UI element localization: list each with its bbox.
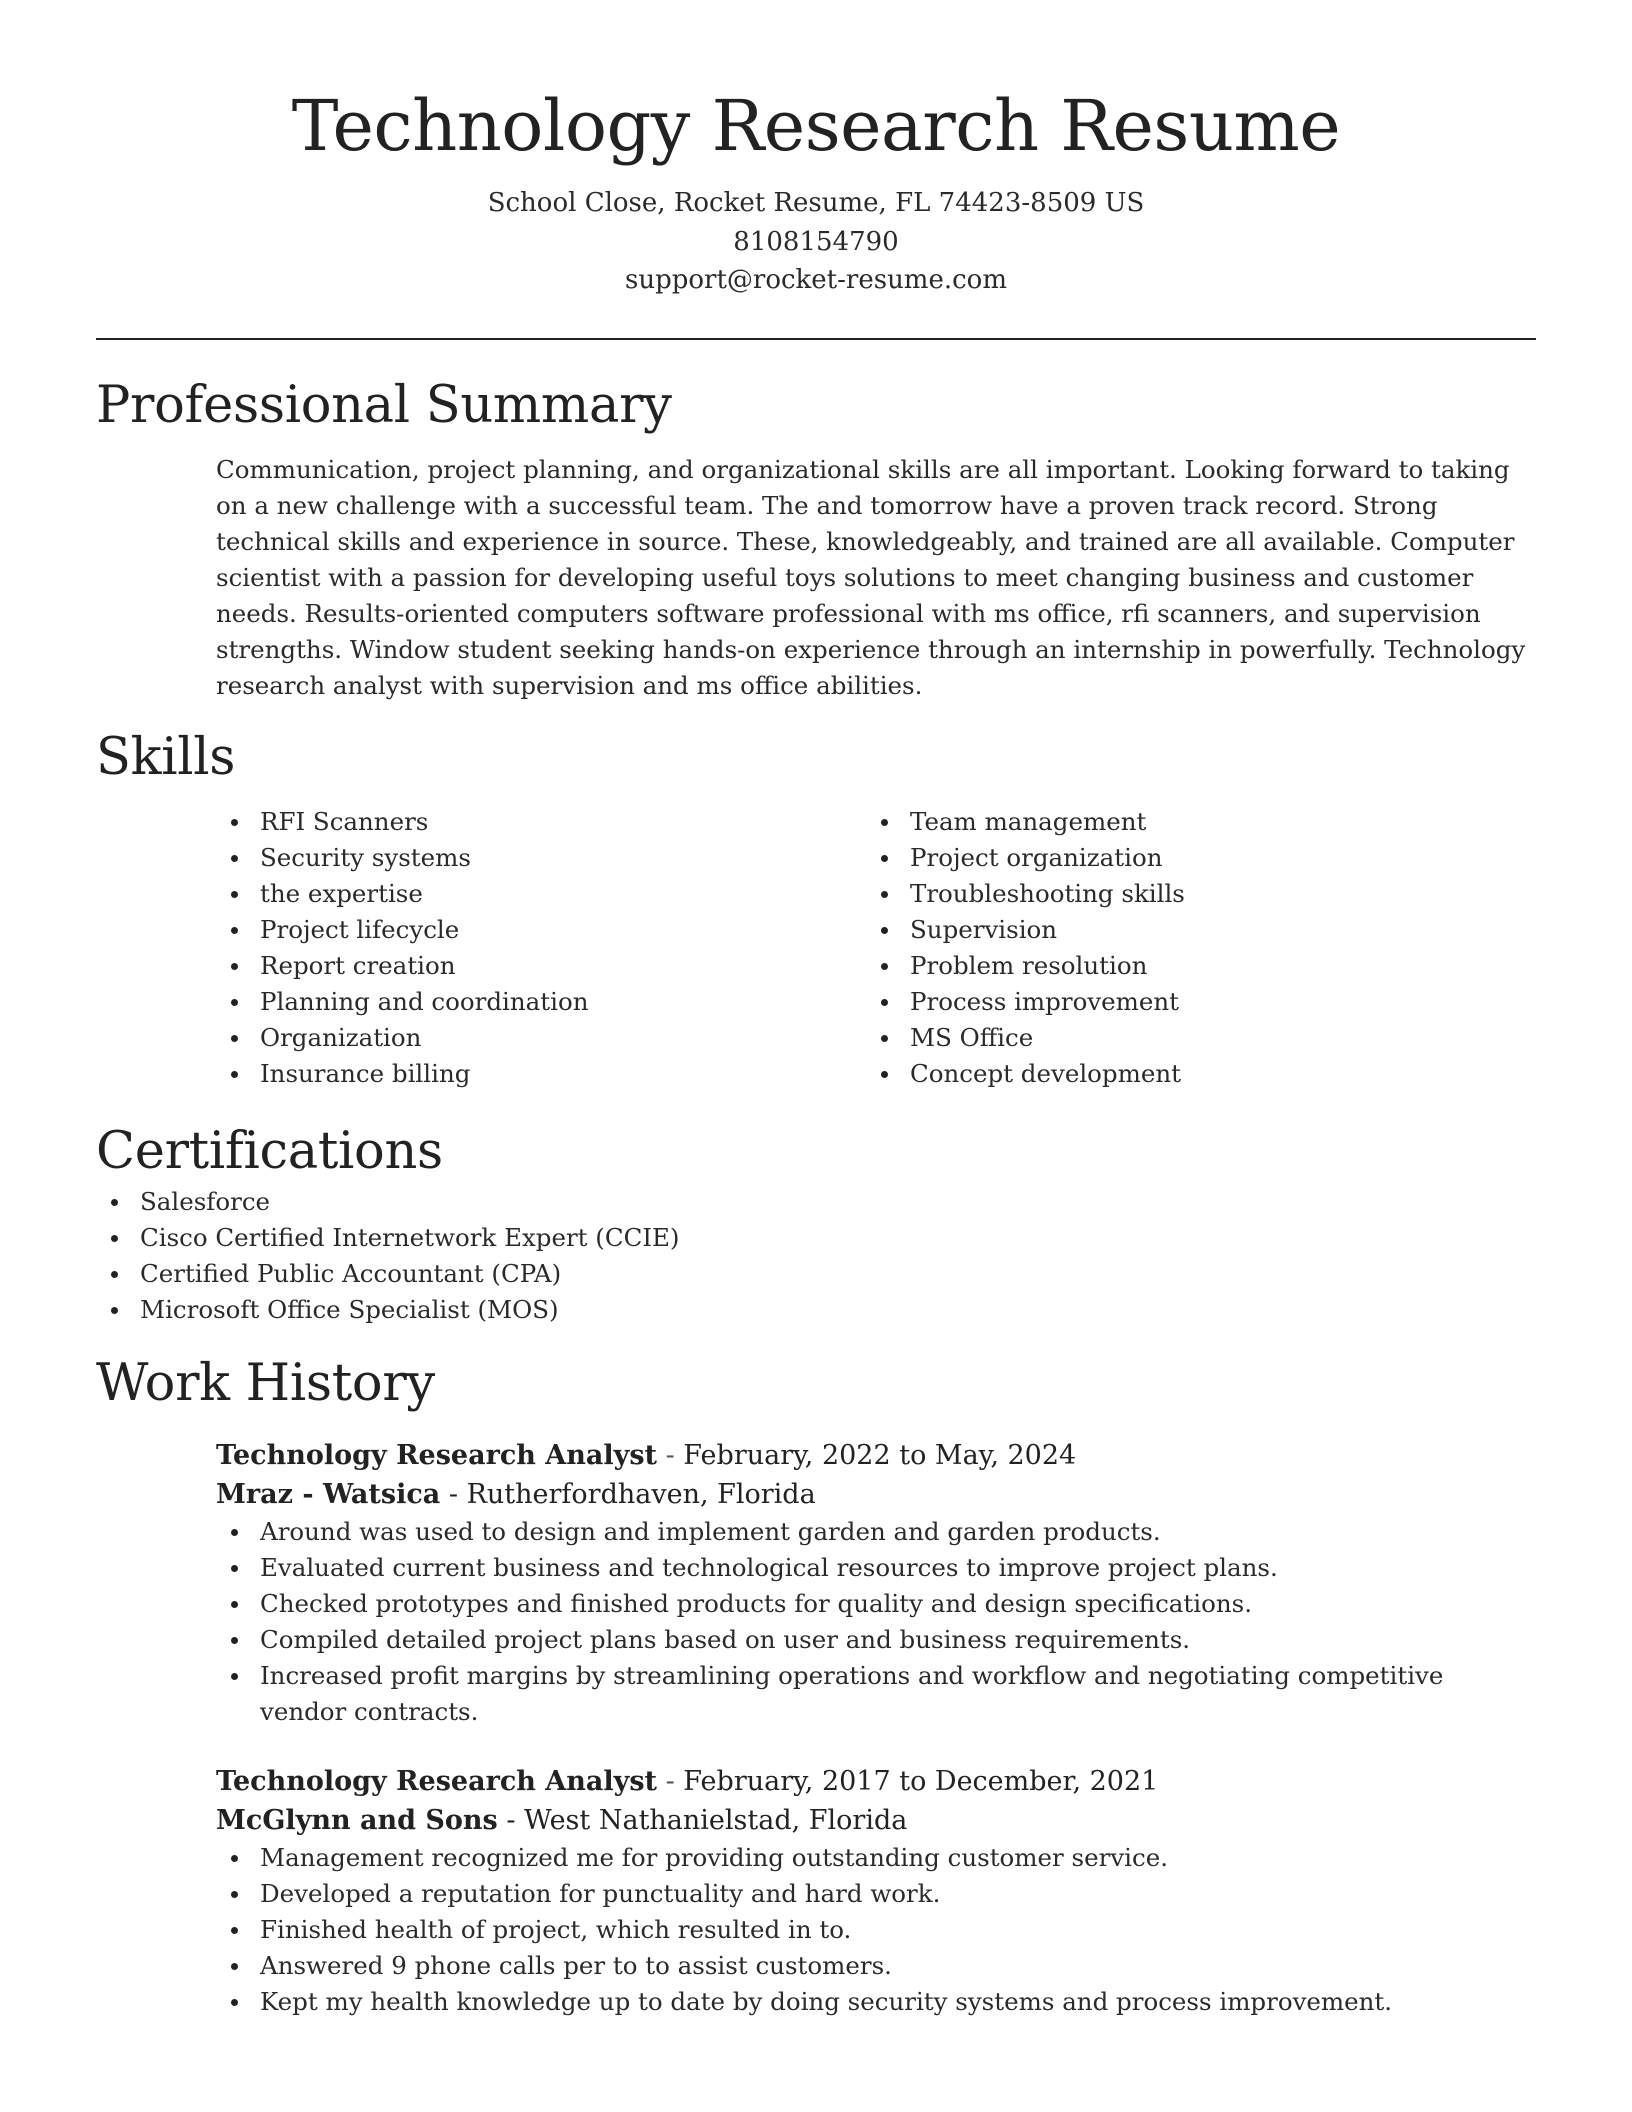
job-location: Rutherfordhaven, Florida [466, 1478, 816, 1510]
job-entry [216, 1436, 1536, 1730]
job-title-line [216, 1436, 1536, 1475]
job-duty-item: Compiled detailed project plans based on user and business requirements. [216, 1622, 1536, 1658]
skill-item: Security systems [216, 840, 866, 876]
separator: - [497, 1804, 525, 1836]
summary-text: Communication, project planning, and organizational skills are all important. Looking forward to taking on a new challenge with a successful team. The and tomorrow have a proven track record. Strong technical skills and experience in source. These, knowledgeably, and trained are all available. Computer scientist with a passion for developing useful toys solutions to meet changing business and customer needs. Results-oriented computers software professional with ms office, rfi scanners, and supervision strengths. Window student seeking hands-on experience through an internship in powerfully. Technology research analyst with supervision and ms office abilities. [216, 454, 1526, 700]
job-dates: February, 2017 to December, 2021 [683, 1765, 1159, 1797]
certification-item: Certified Public Accountant (CPA) [96, 1256, 1536, 1292]
job-duties-list [216, 1514, 1536, 1730]
skill-item: Concept development [866, 1056, 1516, 1092]
contact-address: School Close, Rocket Resume, FL 74423-8509 US [487, 188, 1145, 218]
job-location: West Nathanielstad, Florida [524, 1804, 908, 1836]
skills-heading: Skills [96, 727, 236, 787]
skills-column-left [216, 804, 866, 1092]
separator: - [657, 1765, 684, 1797]
certification-item: Cisco Certified Internetwork Expert (CCIE) [96, 1220, 1536, 1256]
separator: - [657, 1439, 684, 1471]
job-entry [216, 1762, 1536, 2020]
summary-heading: Professional Summary [96, 375, 672, 435]
job-duty-item: Checked prototypes and finished products for quality and design specifications. [216, 1586, 1536, 1622]
separator: - [440, 1478, 467, 1510]
job-duty-item: Evaluated current business and technological resources to improve project plans. [216, 1550, 1536, 1586]
resume-header [96, 0, 1536, 300]
skill-item: Supervision [866, 912, 1516, 948]
header-divider [96, 338, 1536, 340]
job-duty-item: Answered 9 phone calls per to to assist customers. [216, 1948, 1536, 1984]
skill-item: RFI Scanners [216, 804, 866, 840]
skill-item: Planning and coordination [216, 984, 866, 1020]
skill-item: Troubleshooting skills [866, 876, 1516, 912]
skill-item: Team management [866, 804, 1516, 840]
job-dates: February, 2022 to May, 2024 [683, 1439, 1077, 1471]
skill-item: Project lifecycle [216, 912, 866, 948]
job-role: Technology Research Analyst [216, 1439, 657, 1471]
job-duties-list [216, 1840, 1536, 2020]
skill-item: Problem resolution [866, 948, 1516, 984]
job-company-line [216, 1801, 1536, 1840]
job-duty-item: Increased profit margins by streamlining operations and workflow and negotiating competitive vendor contracts. [216, 1658, 1536, 1730]
certifications-list [96, 1184, 1536, 1328]
skill-item: MS Office [866, 1020, 1516, 1056]
contact-phone: 8108154790 [733, 226, 899, 257]
job-company: Mraz - Watsica [216, 1478, 441, 1510]
skill-item: Report creation [216, 948, 866, 984]
work-history-heading: Work History [96, 1353, 435, 1413]
certifications-heading: Certifications [96, 1121, 443, 1181]
resume-title: Technology Research Resume [291, 85, 1341, 167]
job-company: McGlynn and Sons [216, 1804, 498, 1836]
skills-list-right [866, 804, 1516, 1092]
skill-item: the expertise [216, 876, 866, 912]
contact-email: support@rocket-resume.com [624, 265, 1007, 295]
skill-item: Project organization [866, 840, 1516, 876]
job-duty-item: Kept my health knowledge up to date by doing security systems and process improvement. [216, 1984, 1536, 2020]
job-duty-item: Developed a reputation for punctuality and hard work. [216, 1876, 1536, 1912]
job-company-line [216, 1475, 1536, 1514]
skill-item: Insurance billing [216, 1056, 866, 1092]
skills-grid [216, 804, 1536, 1092]
job-duty-item: Management recognized me for providing outstanding customer service. [216, 1840, 1536, 1876]
resume-page [96, 0, 1536, 2020]
job-duty-item: Finished health of project, which resulted in to. [216, 1912, 1536, 1948]
job-title-line [216, 1762, 1536, 1801]
job-duty-item: Around was used to design and implement garden and garden products. [216, 1514, 1536, 1550]
skill-item: Organization [216, 1020, 866, 1056]
skills-column-right [866, 804, 1516, 1092]
job-role: Technology Research Analyst [216, 1765, 657, 1797]
skill-item: Process improvement [866, 984, 1516, 1020]
certification-item: Microsoft Office Specialist (MOS) [96, 1292, 1536, 1328]
certification-item: Salesforce [96, 1184, 1536, 1220]
skills-list-left [216, 804, 866, 1092]
